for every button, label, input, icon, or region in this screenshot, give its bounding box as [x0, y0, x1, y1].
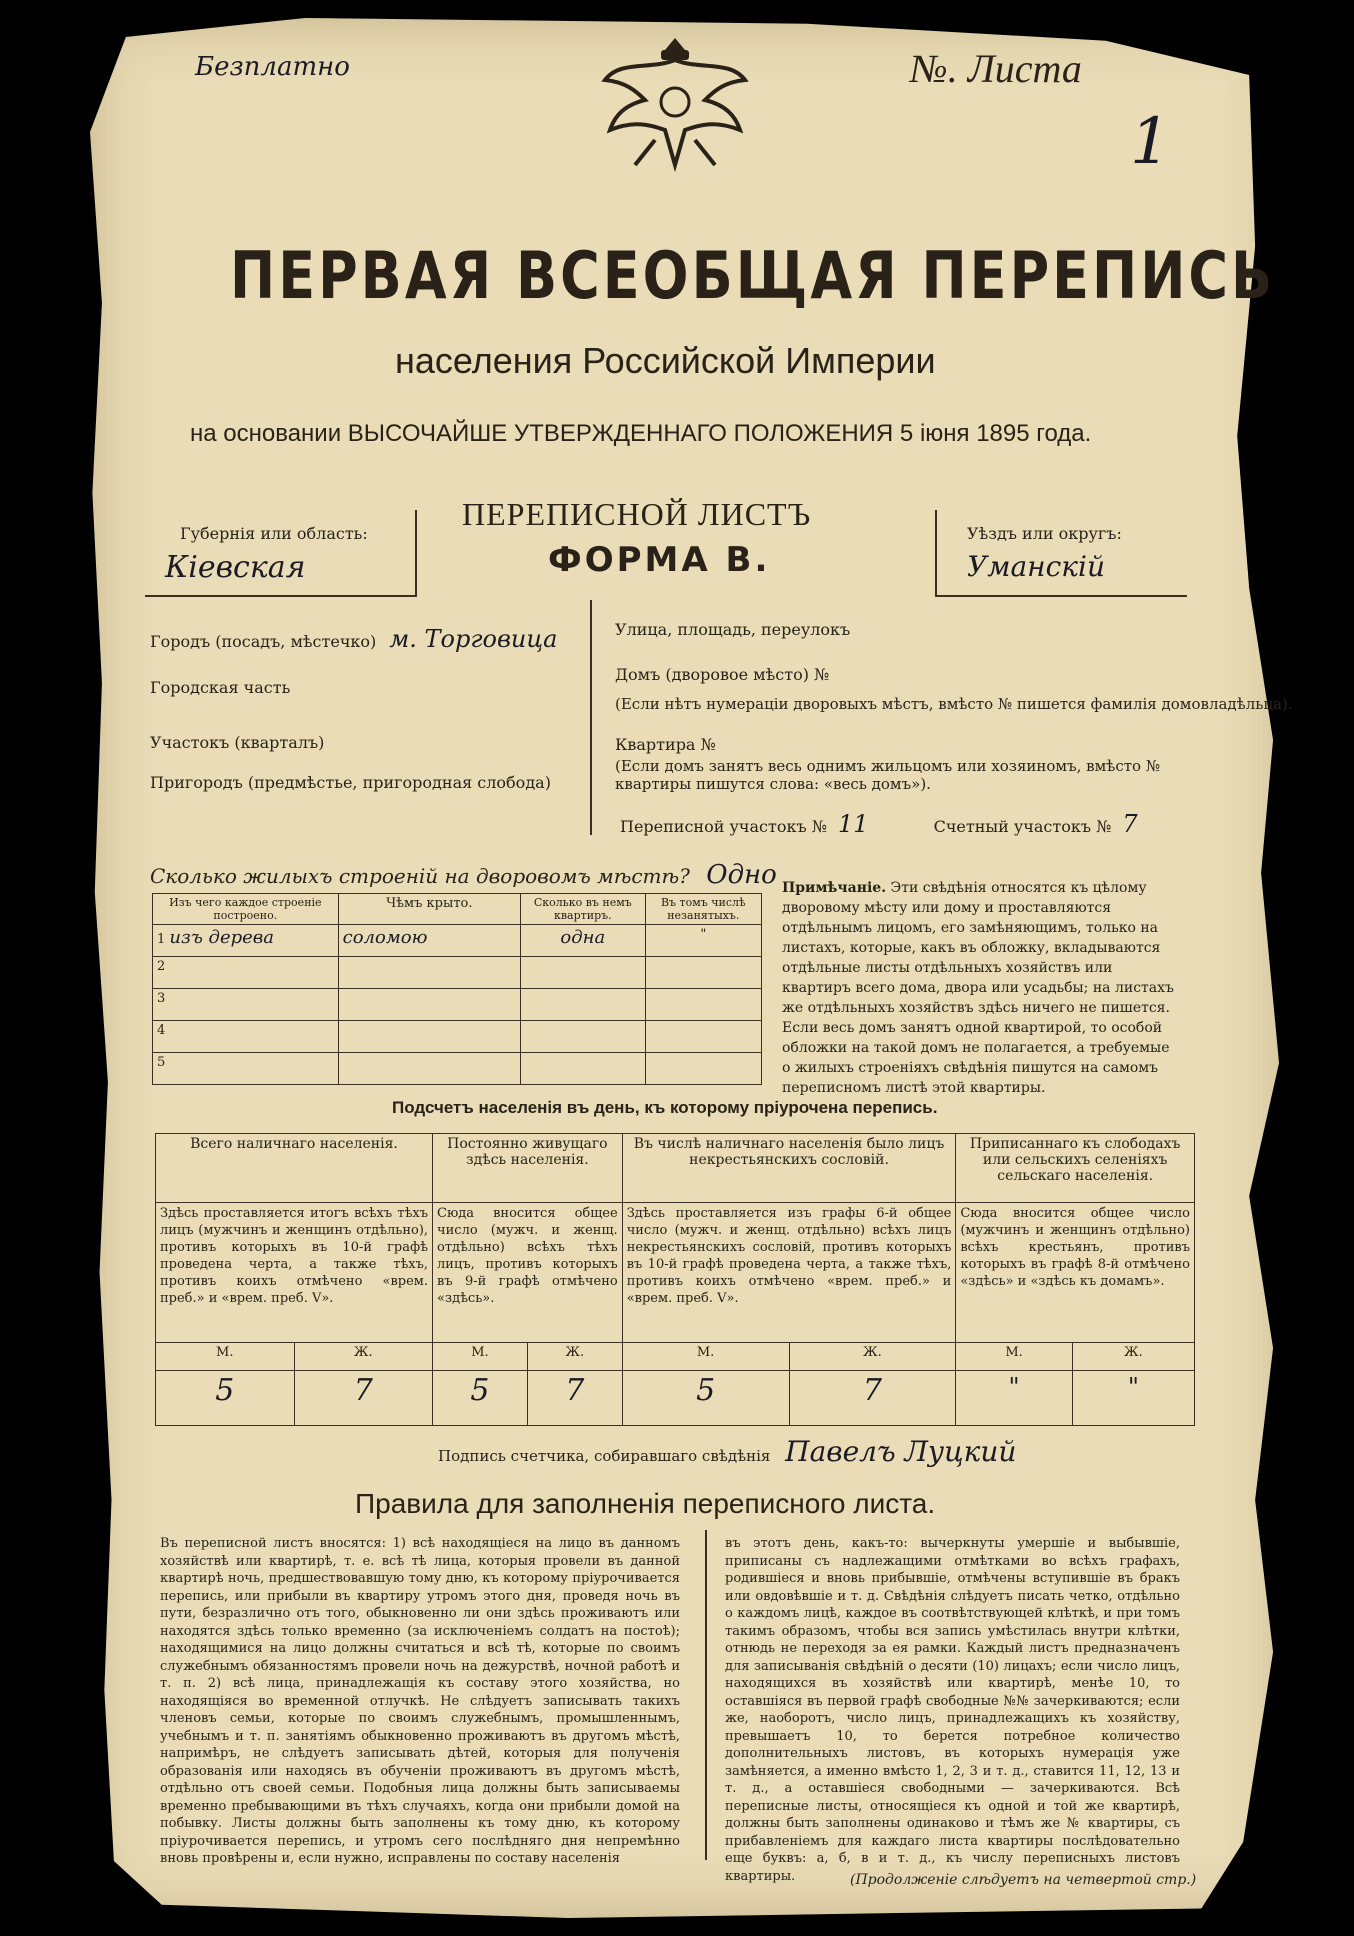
female-count: 7: [789, 1371, 956, 1426]
table-cell: [338, 1053, 520, 1085]
signature-row: [438, 1435, 1016, 1468]
city-part-label: Городская часть: [150, 678, 291, 697]
female-count: ": [1072, 1371, 1194, 1426]
district-value: Уманскій: [967, 550, 1105, 583]
table-header-row: [156, 1134, 1195, 1203]
male-count: ": [956, 1371, 1072, 1426]
census-district-label: Переписной участокъ №: [620, 817, 827, 836]
sheet-number-value: 1: [1130, 105, 1171, 179]
page-title: ПЕРВАЯ ВСЕОБЩАЯ ПЕРЕПИСЬ: [230, 238, 1276, 314]
female-count: 7: [294, 1371, 433, 1426]
vacant-value: ": [645, 925, 761, 957]
town-row: [150, 625, 557, 653]
table-row: [156, 1203, 1195, 1343]
table-cell: [520, 1053, 645, 1085]
table-cell: [645, 989, 761, 1021]
column-header: Сколько въ немъ квартиръ.: [520, 894, 645, 925]
free-stamp: Безплатно: [195, 52, 350, 82]
town-value: м. Торговица: [389, 625, 558, 653]
table-cell: [520, 1021, 645, 1053]
table-cell: [645, 1021, 761, 1053]
district-label: Уѣздъ или округъ:: [967, 524, 1122, 543]
rules-continued: (Продолженіе слѣдуетъ на четвертой стр.): [850, 1872, 1197, 1888]
population-table: [155, 1133, 1195, 1426]
address-divider: [590, 600, 592, 835]
table-cell: [645, 1053, 761, 1085]
male-header: М.: [622, 1343, 789, 1371]
column-header: Изъ чего каждое строеніе построено.: [153, 894, 339, 925]
census-district-row: [620, 810, 1138, 838]
buildings-answer: Одно: [706, 860, 777, 890]
street-label: Улица, площадь, переулокъ: [615, 620, 851, 639]
female-header: Ж.: [789, 1343, 956, 1371]
male-header: М.: [956, 1343, 1072, 1371]
province-value: Кіевская: [165, 550, 306, 585]
form-title: ПЕРЕПИСНОЙ ЛИСТЪ: [462, 496, 812, 532]
table-row: [156, 1343, 1195, 1371]
buildings-table: [152, 893, 762, 1085]
table-cell: 1 изъ дерева: [153, 925, 339, 957]
buildings-question-row: [150, 860, 777, 890]
apartment-note: (Если домъ занятъ весь однимъ жильцомъ или хозяиномъ, вмѣсто № квартиры пишутся слова: «весь домъ»).: [615, 757, 1161, 793]
male-count: 5: [156, 1371, 295, 1426]
table-cell: [520, 957, 645, 989]
legal-basis: на основании ВЫСОЧАЙШЕ УТВЕРЖДЕННАГО ПОЛОЖЕНИЯ 5 іюня 1895 года.: [190, 420, 1092, 447]
row-number: 4: [153, 1021, 339, 1053]
sheet-number-label: №. Листа 1: [910, 46, 1171, 179]
row-number: 3: [153, 989, 339, 1021]
table-cell: [338, 957, 520, 989]
table-cell: [338, 989, 520, 1021]
table-cell: [520, 989, 645, 1021]
form-name: ФОРМА В.: [548, 540, 771, 580]
column-header: Всего наличнаго населенія.: [156, 1134, 433, 1203]
district-box: [935, 510, 1187, 597]
rules-left-column: Въ переписной листъ вносятся: 1) всѣ находящіеся на лицо въ данномъ хозяйствѣ или квартирѣ, т. е. всѣ тѣ лица, которыя провели въ данной квартирѣ ночь, предшествовавшую тому дню, къ которому пріурочивается перепись, или прибыли въ квартиру утромъ этого дня, проведя ночь въ пути, безразлично отъ того, обыкновенно ли они здѣсь проживаютъ или находятся здѣсь только временно (за исключеніемъ солдатъ на постоѣ); находящимися на лицо должны считаться и всѣ тѣ, которые по своимъ служебнымъ обязанностямъ провели ночь на дежурствѣ, ночной работѣ и т. п. 2) всѣ лица, принадлежащія къ составу этого хозяйства, но находящіяся во временной отлучкѣ. Не слѣдуетъ записывать такихъ членовъ семьи, которые по своимъ служебнымъ, промышленнымъ, учебнымъ и т. п. занятіямъ обыкновенно проживаютъ въ другомъ мѣстѣ, напримѣръ, не слѣдуетъ записывать дѣтей, которыя для полученія образованія или находясь въ обученіи проживаютъ въ другомъ мѣстѣ, отдѣльно отъ своей семьи. Подобныя лица должны быть записываемы временно пребывающими въ тѣхъ случаяхъ, когда они прибыли домой на побывку. Листы должны быть заполнены къ тому дню, къ которому пріурочивается перепись, и утромъ сего послѣдняго дня непремѣнно вновь провѣрены и, если нужно, исправлены по составу населенія: [160, 1536, 680, 1866]
female-header: Ж.: [1072, 1343, 1194, 1371]
table-row: [153, 1021, 762, 1053]
column-description: Здѣсь проставляется итогъ всѣхъ тѣхъ лицъ (мужчинъ и женщинъ отдѣльно), противъ которыхъ въ 10-й графѣ проведена черта, а также тѣхъ, противъ коихъ отмѣчено «врем. преб.» и «врем. преб. V».: [156, 1203, 433, 1343]
column-header: Въ числѣ наличнаго населенія было лицъ некрестьянскихъ сословій.: [622, 1134, 956, 1203]
male-count: 5: [622, 1371, 789, 1426]
house-label: Домъ (дворовое мѣсто) №: [615, 665, 830, 684]
material-value: изъ дерева: [169, 927, 274, 948]
population-title: Подсчетъ населенія въ день, къ которому пріурочена перепись.: [392, 1098, 938, 1117]
note-text: Эти свѣдѣнія относятся къ цѣлому дворовому мѣсту или дому и проставляются отдѣльнымъ лицомъ, его замѣняющимъ, только на листахъ, которые, какъ въ обложку, вкладываются отдѣльные листы отдѣльныхъ хозяйствъ или квартиръ всего дома, двора или усадьбы; на листахъ же отдѣльныхъ хозяйствъ здѣсь ничего не пишется. Если весь домъ занятъ одной квартирой, то особой обложки на такой домъ не полагается, а требуемые о жилыхъ строеніяхъ свѣдѣнія пишутся на самомъ переписномъ листѣ этой квартиры.: [782, 880, 1174, 1096]
row-number: 2: [153, 957, 339, 989]
female-count: 7: [527, 1371, 622, 1426]
male-count: 5: [433, 1371, 528, 1426]
table-row: [153, 989, 762, 1021]
buildings-note: [782, 878, 1182, 1098]
column-description: Сюда вносится общее число (мужчинъ и женщинъ отдѣльно) всѣхъ крестьянъ, противъ которыхъ въ графѣ 8-й отмѣчено «здѣсь» и «здѣсь къ домамъ».: [956, 1203, 1195, 1343]
table-row: [156, 1371, 1195, 1426]
table-cell: [338, 1021, 520, 1053]
column-header: Въ томъ числѣ незанятыхъ.: [645, 894, 761, 925]
apartments-value: одна: [520, 925, 645, 957]
table-row: [153, 957, 762, 989]
rules-right-column: въ этотъ день, какъ-то: вычеркнуты умершіе и выбывшіе, приписаны съ надлежащими отмѣтками во всѣхъ графахъ, родившіеся и вновь прибывшіе, отмѣчены вступившіе въ бракъ или овдовѣвшіе и т. д. Свѣдѣнія слѣдуетъ писать четко, отдѣльно о каждомъ лицѣ, каждое въ соотвѣтствующей клѣткѣ, и при томъ такимъ образомъ, чтобы вся запись умѣстилась внутри клѣтки, отнюдь не переходя за ея рамки. Каждый листъ предназначенъ для записыванія свѣдѣній о десяти (10) лицахъ; если число лицъ, находящихся въ хозяйствѣ или квартирѣ, менѣе 10, то оставшіяся въ первой графѣ свободные №№ зачеркиваются; если же, наоборотъ, число лицъ, принадлежащихъ къ хозяйству, превышаетъ 10, то берется потребное количество дополнительныхъ листовъ, въ которыхъ нумерація уже замѣняется, а именно вмѣсто 1, 2, 3 и т. д., ставится 11, 12, 13 и т. д., а оставшіеся свободными — зачеркиваются. Всѣ переписные листы, относящіеся къ одной и той же квартирѣ, должны быть заполнены одинаково и тѣмъ же № квартиры, съ прибавленіемъ для каждаго листа квартиры послѣдовательно еще буквъ: а, б, в и т. д., къ числу переписныхъ листовъ квартиры.: [725, 1536, 1180, 1884]
table-row: [153, 925, 762, 957]
table-header-row: [153, 894, 762, 925]
rules-title: Правила для заполненія переписного листа.: [355, 1488, 936, 1519]
census-district-value: 11: [837, 810, 869, 838]
house-note: (Если нѣтъ нумераціи дворовыхъ мѣстъ, вмѣсто № пишется фамилія домовладѣльца).: [615, 695, 1293, 713]
section-label: Участокъ (кварталъ): [150, 733, 325, 752]
rules-divider: [705, 1530, 707, 1860]
imperial-eagle-emblem: [595, 30, 755, 180]
signature-label: Подпись счетчика, собиравшаго свѣдѣнія: [438, 1447, 771, 1465]
counting-district-label: Счетный участокъ №: [933, 817, 1112, 836]
province-box: [145, 510, 417, 597]
town-label: Городъ (посадъ, мѣстечко): [150, 632, 377, 651]
enumerator-signature: Павелъ Луцкий: [785, 1435, 1017, 1468]
province-label: Губернія или область:: [180, 524, 368, 543]
apartment-label: Квартира №: [615, 735, 716, 754]
column-description: Сюда вносится общее число (мужч. и женщ. отдѣльно) всѣхъ тѣхъ лицъ, противъ которыхъ въ 9-й графѣ отмѣчено «здѣсь».: [433, 1203, 623, 1343]
suburb-label: Пригородъ (предмѣстье, пригородная слобода): [150, 773, 551, 792]
column-header: Приписаннаго къ слободахъ или сельскихъ селеніяхъ сельскаго населенія.: [956, 1134, 1195, 1203]
column-header: Чѣмъ крыто.: [338, 894, 520, 925]
column-header: Постоянно живущаго здѣсь населенія.: [433, 1134, 623, 1203]
table-cell: [645, 957, 761, 989]
note-title: Примѣчаніе.: [782, 880, 887, 896]
counting-district-value: 7: [1122, 810, 1138, 838]
male-header: М.: [433, 1343, 528, 1371]
roof-value: соломою: [338, 925, 520, 957]
table-row: [153, 1053, 762, 1085]
female-header: Ж.: [294, 1343, 433, 1371]
page-subtitle: населения Российской Империи: [395, 340, 936, 381]
column-description: Здѣсь проставляется изъ графы 6-й общее число (мужч. и женщ. отдѣльно) всѣхъ лицъ некрестьянскихъ сословій, противъ которыхъ въ 10-й графѣ проведена черта, а также тѣхъ, противъ коихъ отмѣчено «врем. преб.» и «врем. преб. V».: [622, 1203, 956, 1343]
female-header: Ж.: [527, 1343, 622, 1371]
male-header: М.: [156, 1343, 295, 1371]
row-number: 5: [153, 1053, 339, 1085]
buildings-question: Сколько жилыхъ строеній на дворовомъ мѣстѣ?: [150, 864, 690, 888]
